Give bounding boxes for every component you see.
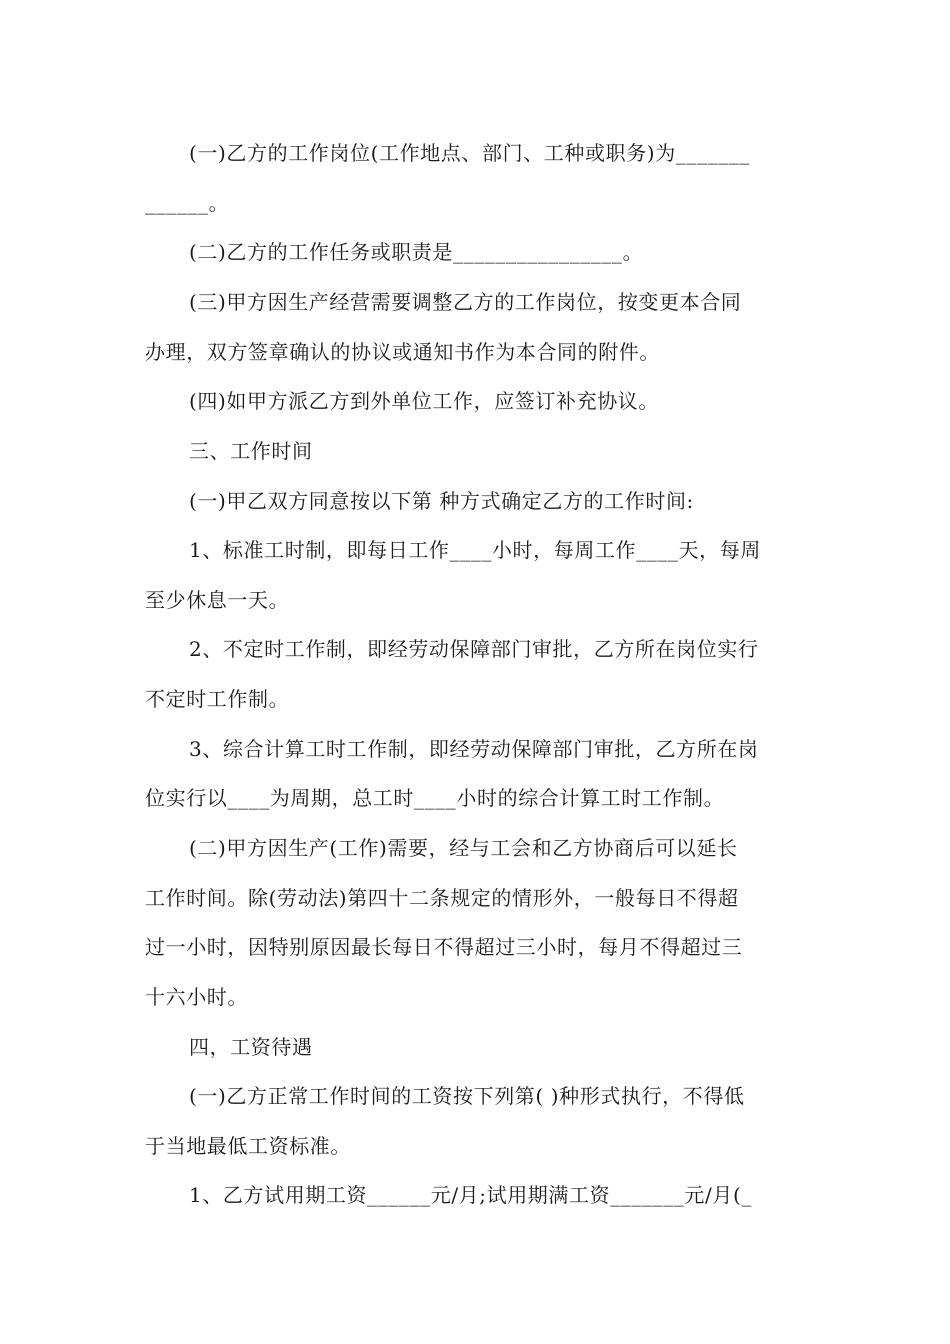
text-line: (四)如甲方派乙方到外单位工作，应签订补充协议。: [189, 389, 660, 413]
text-line: (三)甲方因生产经营需要调整乙方的工作岗位，按变更本合同: [189, 290, 742, 314]
text-line: 3、综合计算工时工作制，即经劳动保障部门审批，乙方所在岗: [189, 737, 759, 761]
text-line: (二)甲方因生产(工作)需要，经与工会和乙方协商后可以延长: [189, 836, 738, 860]
text-line: 十六小时。: [145, 985, 248, 1009]
text-line: 办理，双方签章确认的协议或通知书作为本合同的附件。: [145, 340, 660, 364]
text-line: (一)乙方的工作岗位(工作地点、部门、工种或职务)为_______: [189, 141, 751, 165]
text-line: 2、不定时工作制，即经劳动保障部门审批，乙方所在岗位实行: [189, 637, 759, 661]
text-line: 位实行以____为周期，总工时____小时的综合计算工时工作制。: [145, 786, 725, 810]
text-line: 于当地最低工资标准。: [145, 1134, 351, 1158]
text-line: (一)乙方正常工作时间的工资按下列第( )种形式执行，不得低: [189, 1084, 745, 1108]
text-line: ______。: [145, 191, 230, 215]
text-line: 1、标准工时制，即每日工作____小时，每周工作____天，每周: [189, 538, 761, 562]
text-line: 工作时间。除(劳动法)第四十二条规定的情形外，一般每日不得超: [145, 886, 739, 910]
text-line: 不定时工作制。: [145, 687, 290, 711]
section-heading: 四，工资待遇: [189, 1035, 313, 1059]
text-line: 至少休息一天。: [145, 588, 290, 612]
text-line: (一)甲乙双方同意按以下第 种方式确定乙方的工作时间:: [189, 489, 694, 513]
text-line: 过一小时，因特别原因最长每日不得超过三小时，每月不得超过三: [145, 935, 743, 959]
text-line: 1、乙方试用期工资______元/月;试用期满工资_______元/月(_: [189, 1183, 752, 1207]
section-heading: 三、工作时间: [189, 439, 313, 463]
text-line: (二)乙方的工作任务或职责是________________。: [189, 240, 644, 264]
